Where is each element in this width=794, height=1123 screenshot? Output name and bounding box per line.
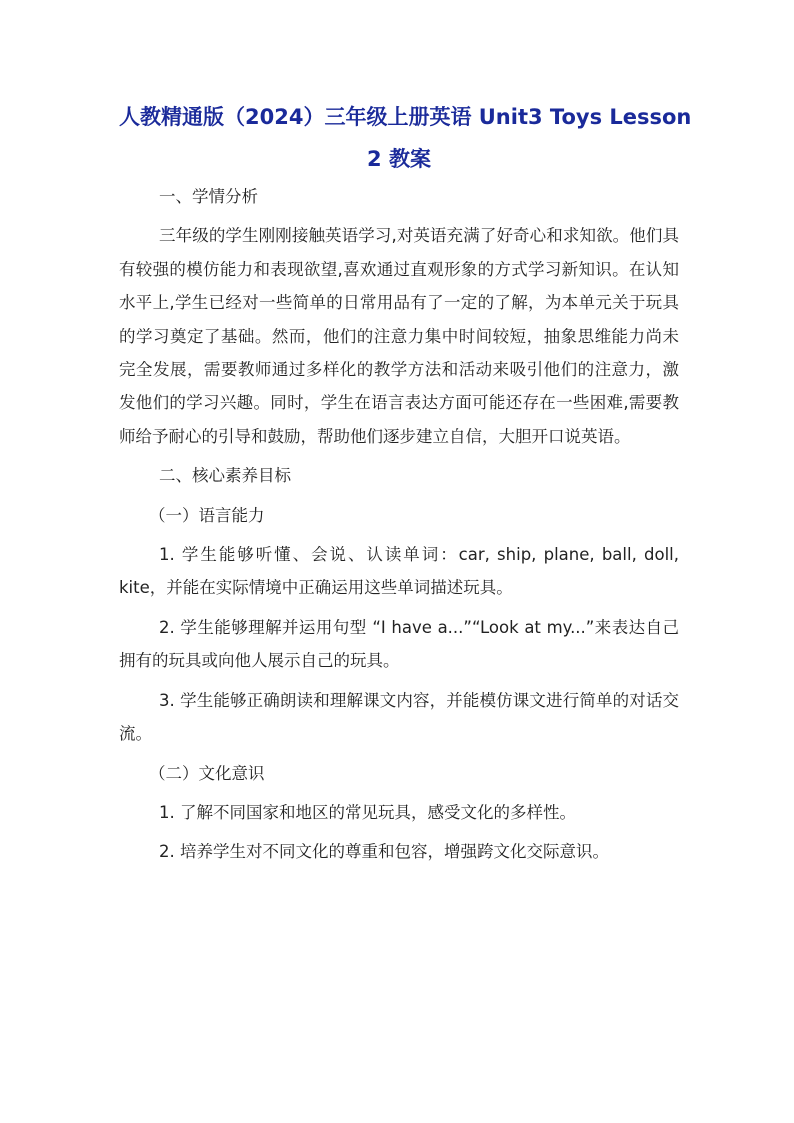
- title-line-1: 人教精通版（2024）三年级上册英语 Unit3 Toys Lesson: [119, 105, 692, 129]
- section-heading-core-goals: 二、核心素养目标: [159, 466, 291, 486]
- title-line-2: 2 教案: [367, 147, 431, 171]
- subsection-heading-culture: （二）文化意识: [149, 763, 265, 783]
- list-item-language-1: 1. 学生能够听懂、会说、认读单词：car, ship, plane, ball, doll, kite，并能在实际情境中正确运用这些单词描述玩具。: [119, 545, 679, 598]
- subsection-heading-language: （一）语言能力: [149, 505, 265, 525]
- list-item-language-3: 3. 学生能够正确朗读和理解课文内容，并能模仿课文进行简单的对话交流。: [119, 690, 679, 744]
- section-heading-learner-analysis: 一、学情分析: [159, 187, 258, 206]
- document-content: [119, 96, 692, 869]
- list-item-culture-1: 1. 了解不同国家和地区的常见玩具，感受文化的多样性。: [159, 802, 576, 822]
- paragraph-learner-analysis: 三年级的学生刚刚接触英语学习,对英语充满了好奇心和求知欲。他们具有较强的模仿能力和表现欲望,喜欢通过直观形象的方式学习新知识。在认知水平上,学生已经对一些简单的日常用品有了一定的了解，为本单元关于玩具的学习奠定了基础。然而，他们的注意力集中时间较短，抽象思维能力尚未完全发展，需要教师通过多样化的教学方法和活动来吸引他们的注意力，激发他们的学习兴趣。同时，学生在语言表达方面可能还存在一些困难,需要教师给予耐心的引导和鼓励，帮助他们逐步建立自信，大胆开口说英语。: [119, 226, 679, 446]
- document-title: [119, 96, 692, 180]
- list-item-language-2: 2. 学生能够理解并运用句型 “I have a...”“Look at my...”来表达自己拥有的玩具或向他人展示自己的玩具。: [119, 617, 679, 671]
- list-item-culture-2: 2. 培养学生对不同文化的尊重和包容，增强跨文化交际意识。: [159, 842, 609, 862]
